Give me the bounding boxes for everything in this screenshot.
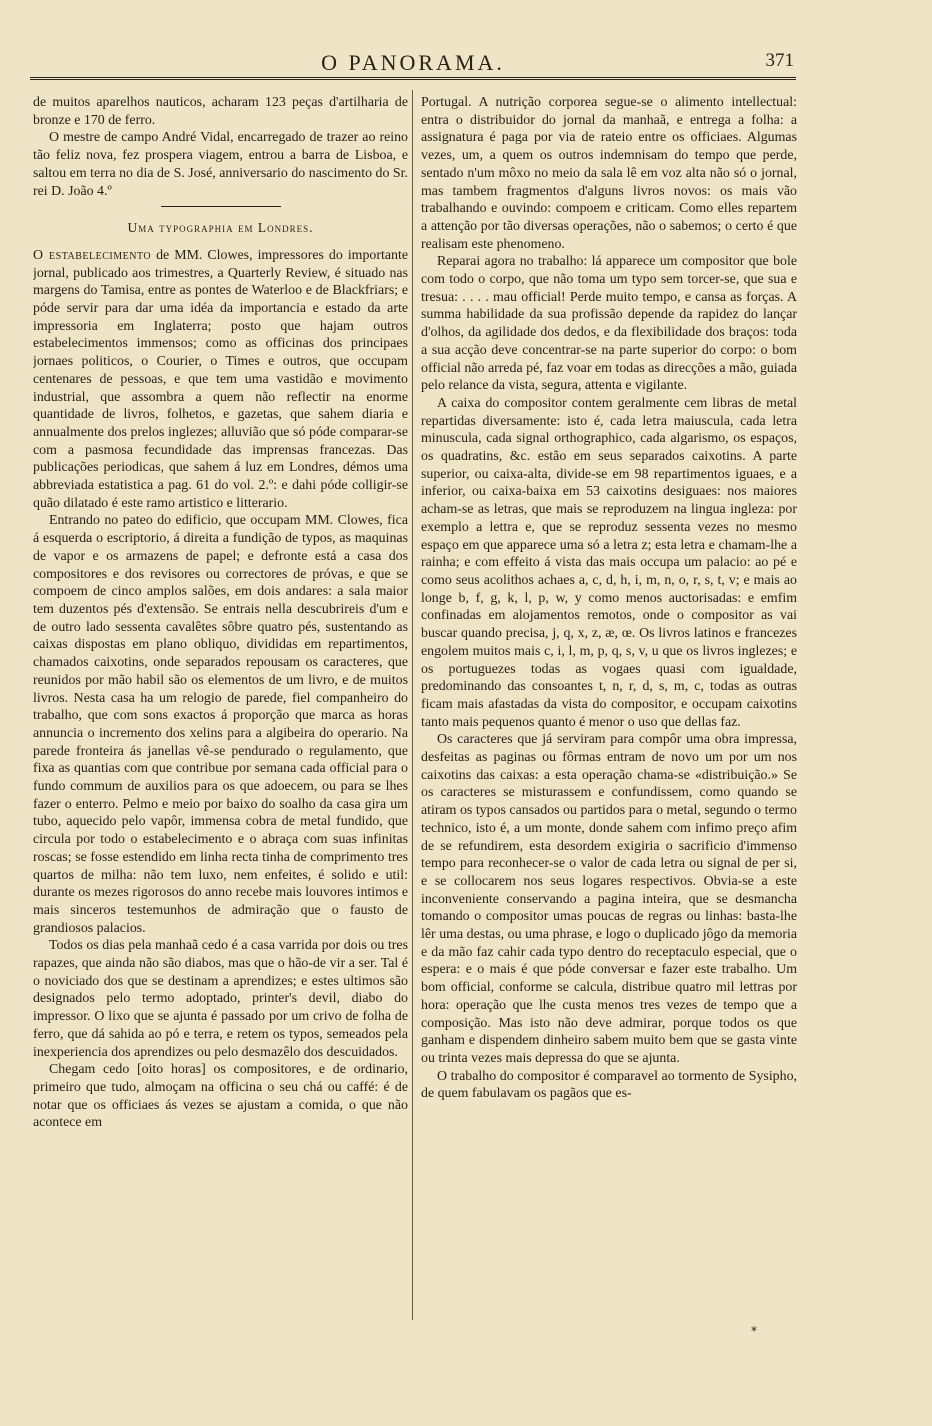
column-divider xyxy=(412,90,413,1320)
left-column xyxy=(33,94,408,1316)
journal-title: O PANORAMA. xyxy=(321,50,505,75)
paragraph: de muitos aparelhos nauticos, acharam 123 peças d'artilharia de bronze e 170 de ferro. xyxy=(33,95,408,128)
page-number: 371 xyxy=(765,50,794,71)
paragraph: Portugal. A nutrição corporea segue-se o alimento intellectual: entra o distribuidor do jornal da manhaã, e entrega a folha: a assignatura é paga por via de rateio entre os officiaes. Algumas vezes, um, a quem os outros indemnisam do tempo que perde, sentado n'um môxo no meio da sala lê em voz alta não só o jornal, mas tambem fragmentos d'alguns livros novos: os mais vão trabalhando e ouvindo: compoem e criticam. Como elles repartem a attenção por tão diversas operações, não o sabemos; o certo é que realisam este phenomeno. xyxy=(421,95,797,252)
paragraph: Todos os dias pela manhaã cedo é a casa varrida por dois ou tres rapazes, que ainda não são diabos, mas que o hão-de vir a ser. Tal é o noviciado dos que se destinam a aprendizes; e estes ultimos são designados pelo termo adoptado, printer's devil, diabo do impressor. O lixo que se ajunta é passado por um crivo de folha de ferro, que dá sahida ao pó e terra, e retem os typos, semeados pela inexperiencia dos aprendizes ou pelo desmazêlo dos descuidados. xyxy=(33,938,408,1060)
header-rule xyxy=(30,77,796,80)
lead-words: O estabelecimento xyxy=(33,247,152,263)
paragraph: O trabalho do compositor é comparavel ao tormento de Sysipho, de quem fabulavam os pagãos que es- xyxy=(421,1068,797,1102)
paragraph: O mestre de campo André Vidal, encarregado de trazer ao reino tão feliz nova, fez prospera viagem, entrou a barra de Lisboa, e saltou em terra no dia de S. José, anniversario do nascimento do Sr. rei D. João 4.º xyxy=(33,130,408,199)
paragraph-opening xyxy=(33,247,408,513)
paragraph: Os caracteres que já serviram para compôr uma obra impressa, desfeitas as paginas ou fôrmas entram de novo um por um nos caixotins das caixas: a esta operação chama-se «distribuição.» Se os caracteres se misturassem e confundissem, como quando se atiram os typos cansados ou partidos para o metal, segundo o termo technico, isto é, a um monte, donde sahem com infimo preço afim de se refundirem, esta desordem exigiria o sacrificio d'immenso tempo para reconhecer-se o valor de cada letra ou signal de per si, e se collocarem nos seus logares respectivos. Obvia-se a este inconveniente conservando a pagina inteira, que se desmancha tomando o compositor umas poucas de regras ou linhas: basta-lhe lêr uma destas, ou uma phrase, e logo o duplicado jôgo da memoria e da mão faz cahir cada typo dentro do receptaculo especial, que o espera: e o mais é que póde conversar e fazer este trabalho. Um bom official, conforme se calcula, distribue quatro mil lettras por hora: operação que lhe custa menos tres vezes de tempo que a composição. Mas isto não deve admirar, porque todos os que ganham e dispendem dinheiro sabem muito bem que se gasta vinte ou trinta vezes mais depressa do que se ajunta. xyxy=(421,732,797,1066)
page-header xyxy=(30,40,796,80)
section-heading: Uma typographia em Londres. xyxy=(127,220,314,236)
paragraph: Reparai agora no trabalho: lá apparece um compositor que bole com todo o corpo, que não toma um typo sem torcer-se, que sua e tresua: . . . . mau official! Perde muito tempo, e cansa as forças. A summa habilidade da sua profissão depende da rapidez do lançar d'olhos, da agilidade dos dedos, e da flexibilidade dos braços: toda a sua acção deve concentrar-se na parte superior do corpo: o bom official não arreda pé, faz voar em todas as direcções a mão, guiada pelo relance da vista, segura, attenta e vigilante. xyxy=(421,254,797,394)
paragraph: A caixa do compositor contem geralmente cem libras de metal repartidas diversamente: isto é, cada letra maiuscula, cada letra minuscula, cada signal orthographico, cada algarismo, os espaços, os quadratins, &c. estão em seus separados caixotins. A parte superior, ou caixa-alta, divide-se em 98 repartimentos iguaes, e a inferior, ou caixa-baixa em 53 caixotins desiguaes: nos maiores acham-se as letras, que mais se reproduzem na lingua ingleza: por exemplo a lettra e, que se reproduz sessenta vezes no mesmo espaço em que apparece uma só a letra z; esta letra e chamam-lhe a rainha; e com effeito á vista das mais occupa um palacio: ao pé e como seus acolithos achaes a, c, d, h, i, m, n, o, r, s, t, v; e mais ao longe b, f, g, k, l, p, w, y como menos auctorisadas: e emfim confinadas em alojamentos remotos, onde o compositor as vai buscar quando precisa, j, q, x, z, æ, œ. Os livros latinos e francezes engolem muitos mais c, i, l, m, p, q, s, v, u que os livros inglezes; e os portuguezes todas as vogaes quasi com igualdade, predominando das consoantes t, n, r, d, s, m, c, todas as outras ficam mais afastadas da vista do compositor, e occupam caixotins tanto mais pequenos quanto é menor o uso que dellas faz. xyxy=(421,395,797,730)
paragraph: Chegam cedo [oito horas] os compositores, e de ordinario, primeiro que tudo, almoçam na officina o seu chá ou caffé: é de notar que os officiaes ás vezes se ajustam a comida, o que não acontece em xyxy=(33,1062,408,1131)
paragraph: Entrando no pateo do edificio, que occupam MM. Clowes, fica á esquerda o escriptorio, á direita a fundição de typos, as maquinas de vapor e os armazens de papel; e defronte está a casa dos compositores e dos revisores ou correctores de próvas, e que se compoem de cinco amplos salões, em dois andares: a sala maior tem duzentos pés d'extensão. Se entrais nella descubrireis d'um e de outro lado sessenta cavalêtes sôbre quatro pés, sustentando as caixas dispostas em plano obliquo, divididas em repartimentos, chamados caixotins, onde separados repousam os caracteres, que reunidos por mão habil são os elementos de um livro, e de muitos livros. Nesta casa ha um relogio de parede, fiel companheiro do trabalho, que com sons exactos á proporção que marca as horas annuncia o incremento dos xelins para a algibeira do operario. Na parede fronteira ás janellas vê-se pendurado o regulamento, que fixa as quantias com que contribue por semana cada official para o fundo commum de auxilios para os que adoecem, ou para se lhes fazer o enterro. Pelmo e meio por baixo do soalho da casa gira um tubo, aquecido pelo vapôr, immensa cobra de metal fundido, que circula por todo o estabelecimento e o abraça com suas infinitas roscas; se fosse estendido em linha recta tinha de comprimento tres quartos de milha: não tem luxo, nem enfeites, é solido e util: durante os mezes rigorosos do anno recebe mais louvores intimos e mais sinceros testemunhos de admiração que o fausto de grandiosos palacios. xyxy=(33,513,408,936)
paragraph-text: de MM. Clowes, impressores do importante jornal, publicado aos trimestres, a Quarterly Review, é situado nas margens do Tamisa, entre as pontes de Waterloo e de Blackfriars; e póde servir para dar uma idéa da importancia e estado da arte impressoria em Inglaterra; posto que hajam outros estabelecimentos immensos; como as officinas dos principaes jornaes politicos, o Courier, o Times e outros, que occupam centenares de pessoas, e que tem uma vastidão e movimento industrial, que assombra a quem não reflectir na enorme quantidade de livros, folhetos, e gazetas, que sahem diaria e annualmente dos prelos inglezes; alluvião que só póde comparar-se com a pasmosa fecundidade das imprensas francezas. Das publicações periodicas, que sahem á luz em Londres, démos uma abbreviada estatistica a pag. 61 do vol. 2.º: e dahi póde colligir-se quão dilatado é este ramo artistico e litterario. xyxy=(33,247,408,511)
right-column xyxy=(421,94,797,1316)
signature-mark: * xyxy=(751,1324,757,1338)
section-divider xyxy=(161,206,281,207)
